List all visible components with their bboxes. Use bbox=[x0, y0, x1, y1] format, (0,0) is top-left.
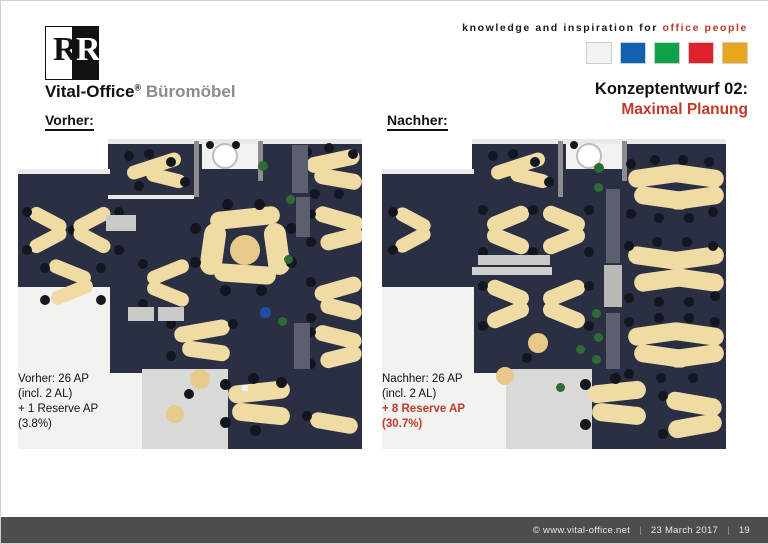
chair bbox=[206, 141, 214, 149]
chair bbox=[220, 379, 231, 390]
chair bbox=[114, 245, 124, 255]
cabinet-light bbox=[106, 215, 136, 231]
chair bbox=[626, 209, 636, 219]
chair bbox=[144, 149, 154, 159]
chair bbox=[708, 241, 718, 251]
footer-site[interactable]: www.vital-office.net bbox=[543, 524, 631, 536]
plant bbox=[592, 309, 601, 318]
cabinet bbox=[606, 313, 620, 369]
logo-registered: ® bbox=[134, 82, 142, 93]
chair bbox=[710, 317, 720, 327]
plant bbox=[594, 183, 603, 192]
chair bbox=[654, 213, 664, 223]
chair bbox=[228, 319, 238, 329]
chair bbox=[134, 181, 144, 191]
chair bbox=[508, 149, 518, 159]
swatch-green bbox=[654, 42, 680, 64]
caption-before bbox=[18, 372, 98, 432]
chair bbox=[478, 281, 488, 291]
chair bbox=[710, 291, 720, 301]
chair bbox=[222, 199, 233, 210]
chair bbox=[40, 263, 50, 273]
round-table bbox=[496, 367, 514, 385]
plant bbox=[594, 333, 603, 342]
chair bbox=[40, 295, 50, 305]
cabinet bbox=[292, 145, 308, 193]
deck-title bbox=[595, 80, 748, 119]
chair bbox=[220, 285, 231, 296]
chair bbox=[544, 177, 554, 187]
chair bbox=[658, 429, 668, 439]
plant bbox=[258, 161, 268, 171]
caption-before-line2: (incl. 2 AL) bbox=[18, 388, 73, 400]
chair bbox=[96, 263, 106, 273]
swatch-yellow bbox=[722, 42, 748, 64]
section-label-before: Vorher: bbox=[45, 112, 94, 131]
footer bbox=[0, 517, 768, 543]
footer-sep-2: | bbox=[727, 524, 730, 536]
chair bbox=[478, 321, 488, 331]
caption-before-line1: Vorher: 26 AP bbox=[18, 373, 89, 385]
logo-sub: Büromöbel bbox=[145, 82, 236, 101]
chair bbox=[184, 389, 194, 399]
cabinet bbox=[296, 197, 310, 237]
chair bbox=[324, 143, 334, 153]
caption-after-line2: (incl. 2 AL) bbox=[382, 388, 437, 400]
chair bbox=[276, 377, 287, 388]
footer-date: 23 March 2017 bbox=[650, 524, 719, 536]
chair bbox=[708, 207, 718, 217]
chair bbox=[190, 223, 201, 234]
tagline-accent: office people bbox=[662, 22, 748, 34]
chair bbox=[190, 257, 201, 268]
chair bbox=[248, 373, 259, 384]
plant bbox=[592, 355, 601, 364]
plant bbox=[286, 195, 295, 204]
plant bbox=[284, 255, 293, 264]
plant bbox=[576, 345, 585, 354]
swatch-red bbox=[688, 42, 714, 64]
chair bbox=[650, 155, 660, 165]
chair bbox=[166, 351, 176, 361]
plant bbox=[594, 163, 604, 173]
chair bbox=[624, 317, 634, 327]
chair bbox=[388, 207, 398, 217]
cabinet-light bbox=[478, 255, 550, 265]
title-line2: Maximal Planung bbox=[621, 101, 748, 118]
footer-copyright: © bbox=[532, 524, 541, 536]
logo-letter-left: R bbox=[53, 31, 78, 68]
wall-left-top bbox=[382, 169, 474, 174]
chair bbox=[220, 417, 231, 428]
chair bbox=[688, 373, 698, 383]
chair bbox=[570, 141, 578, 149]
center-round-table bbox=[230, 235, 260, 265]
cabinet-light bbox=[158, 307, 184, 321]
chair bbox=[388, 245, 398, 255]
footer-sep-1: | bbox=[639, 524, 642, 536]
tagline-dark: knowledge and inspiration for bbox=[462, 22, 663, 34]
chair bbox=[654, 313, 664, 323]
chair bbox=[310, 189, 320, 199]
cabinet-light bbox=[128, 307, 154, 321]
chair bbox=[580, 419, 591, 430]
chair bbox=[584, 281, 594, 291]
chair bbox=[522, 353, 532, 363]
caption-after-line4: (30.7%) bbox=[382, 418, 423, 430]
logo-mark-icon bbox=[45, 26, 99, 80]
plant bbox=[278, 317, 287, 326]
section-label-after: Nachher: bbox=[387, 112, 448, 131]
chair bbox=[528, 205, 538, 215]
cabinet-light bbox=[604, 265, 622, 307]
chair bbox=[624, 293, 634, 303]
chair bbox=[306, 313, 316, 323]
footer-page-number: 19 bbox=[738, 524, 750, 536]
chair bbox=[256, 285, 267, 296]
chair bbox=[348, 149, 358, 159]
caption-after-line1: Nachher: 26 AP bbox=[382, 373, 463, 385]
chair bbox=[166, 157, 176, 167]
caption-after bbox=[382, 372, 465, 432]
tagline bbox=[462, 22, 748, 34]
chair bbox=[684, 297, 694, 307]
chair bbox=[138, 259, 148, 269]
logo-name: Vital-Office bbox=[45, 82, 135, 101]
chair bbox=[96, 295, 106, 305]
logo-letter-right: R bbox=[76, 31, 101, 68]
color-swatches bbox=[586, 42, 748, 64]
chair bbox=[624, 369, 634, 379]
swatch-white bbox=[586, 42, 612, 64]
plant bbox=[556, 383, 565, 392]
chair bbox=[232, 141, 240, 149]
cabinet bbox=[294, 323, 310, 369]
chair bbox=[584, 247, 594, 257]
chair bbox=[624, 241, 634, 251]
chair bbox=[478, 205, 488, 215]
cabinet bbox=[606, 189, 620, 263]
round-table bbox=[528, 333, 548, 353]
chair bbox=[678, 155, 688, 165]
caption-after-line3: + 8 Reserve AP bbox=[382, 403, 466, 415]
wall-left-top bbox=[18, 169, 110, 174]
caption-before-line3: + 1 Reserve AP bbox=[18, 403, 99, 415]
room-small-left bbox=[110, 373, 146, 449]
logo bbox=[45, 26, 236, 101]
chair bbox=[626, 159, 636, 169]
chair bbox=[254, 199, 265, 210]
chair bbox=[334, 189, 344, 199]
chair bbox=[654, 297, 664, 307]
marker bbox=[242, 385, 248, 391]
round-table bbox=[190, 369, 210, 389]
chair bbox=[124, 151, 134, 161]
chair bbox=[22, 245, 32, 255]
caption-before-line4: (3.8%) bbox=[18, 418, 52, 430]
chair bbox=[530, 157, 540, 167]
round-table bbox=[166, 405, 184, 423]
chair bbox=[488, 151, 498, 161]
chair bbox=[180, 177, 190, 187]
wall-sub-1 bbox=[108, 195, 194, 199]
chair bbox=[306, 277, 316, 287]
chair bbox=[684, 313, 694, 323]
chair bbox=[306, 237, 316, 247]
chair bbox=[584, 321, 594, 331]
chair bbox=[610, 373, 621, 384]
wall-partition-1 bbox=[558, 141, 563, 197]
chair bbox=[684, 213, 694, 223]
wall-top bbox=[472, 139, 726, 144]
chair bbox=[584, 205, 594, 215]
room-grey-center bbox=[142, 369, 228, 449]
chair bbox=[250, 425, 261, 436]
chair bbox=[580, 379, 591, 390]
chair bbox=[682, 237, 692, 247]
logo-text bbox=[45, 82, 236, 102]
chair bbox=[656, 373, 666, 383]
chair bbox=[302, 411, 312, 421]
swatch-blue bbox=[620, 42, 646, 64]
title-line1: Konzeptentwurf 02: bbox=[594, 80, 748, 98]
chair bbox=[704, 157, 714, 167]
chair bbox=[652, 237, 662, 247]
chair bbox=[22, 207, 32, 217]
wall-sub-2 bbox=[472, 267, 552, 275]
wall-partition-1 bbox=[194, 141, 199, 197]
room-grey-center bbox=[506, 369, 592, 449]
chair bbox=[658, 391, 668, 401]
plant-blue bbox=[260, 307, 271, 318]
